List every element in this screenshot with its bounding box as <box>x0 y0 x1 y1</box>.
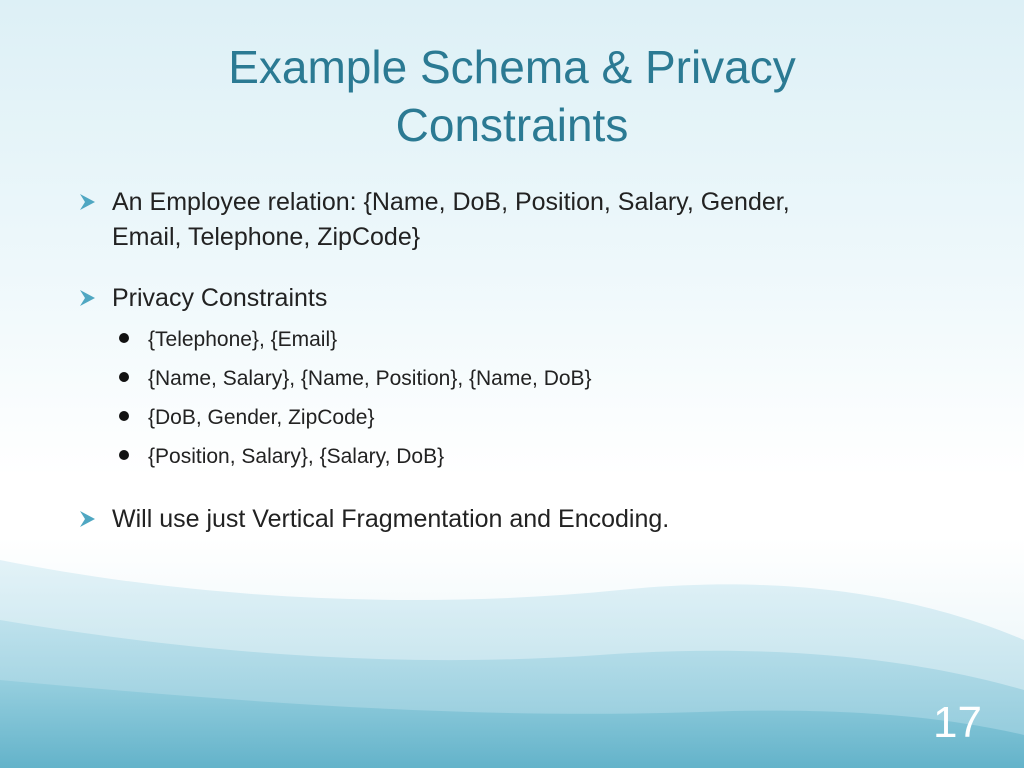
slide-title-line-1: Example Schema & Privacy <box>228 41 796 93</box>
list-item-text: {Position, Salary}, {Salary, DoB} <box>148 445 445 468</box>
bullet-text: Privacy Constraints <box>112 284 328 312</box>
list-item <box>112 437 938 476</box>
list-item-text: {DoB, Gender, ZipCode} <box>148 406 375 429</box>
bullet-text: Will use just Vertical Fragmentation and Encoding. <box>112 505 670 533</box>
slide-title <box>112 38 912 154</box>
bullet-vertical-fragmentation <box>78 502 938 537</box>
arrow-bullet-icon <box>78 510 96 528</box>
list-item <box>112 320 938 359</box>
bullet-text-line-1: An Employee relation: {Name, DoB, Position, Salary, Gender, <box>112 188 790 216</box>
list-item-text: {Telephone}, {Email} <box>148 328 338 351</box>
bullet-text-line-2: Email, Telephone, ZipCode} <box>112 223 421 251</box>
dot-bullet-icon <box>119 333 129 343</box>
slide-title-line-2: Constraints <box>395 99 629 151</box>
list-item <box>112 398 938 437</box>
slide-body <box>78 185 938 563</box>
arrow-bullet-icon <box>78 193 96 211</box>
list-item <box>112 359 938 398</box>
bullet-privacy-constraints <box>78 281 938 476</box>
dot-bullet-icon <box>119 411 129 421</box>
bullet-employee-relation <box>78 185 938 255</box>
privacy-constraints-list <box>112 320 938 476</box>
arrow-bullet-icon <box>78 289 96 307</box>
dot-bullet-icon <box>119 450 129 460</box>
list-item-text: {Name, Salary}, {Name, Position}, {Name, DoB} <box>148 367 592 390</box>
dot-bullet-icon <box>119 372 129 382</box>
page-number: 17 <box>933 698 982 747</box>
